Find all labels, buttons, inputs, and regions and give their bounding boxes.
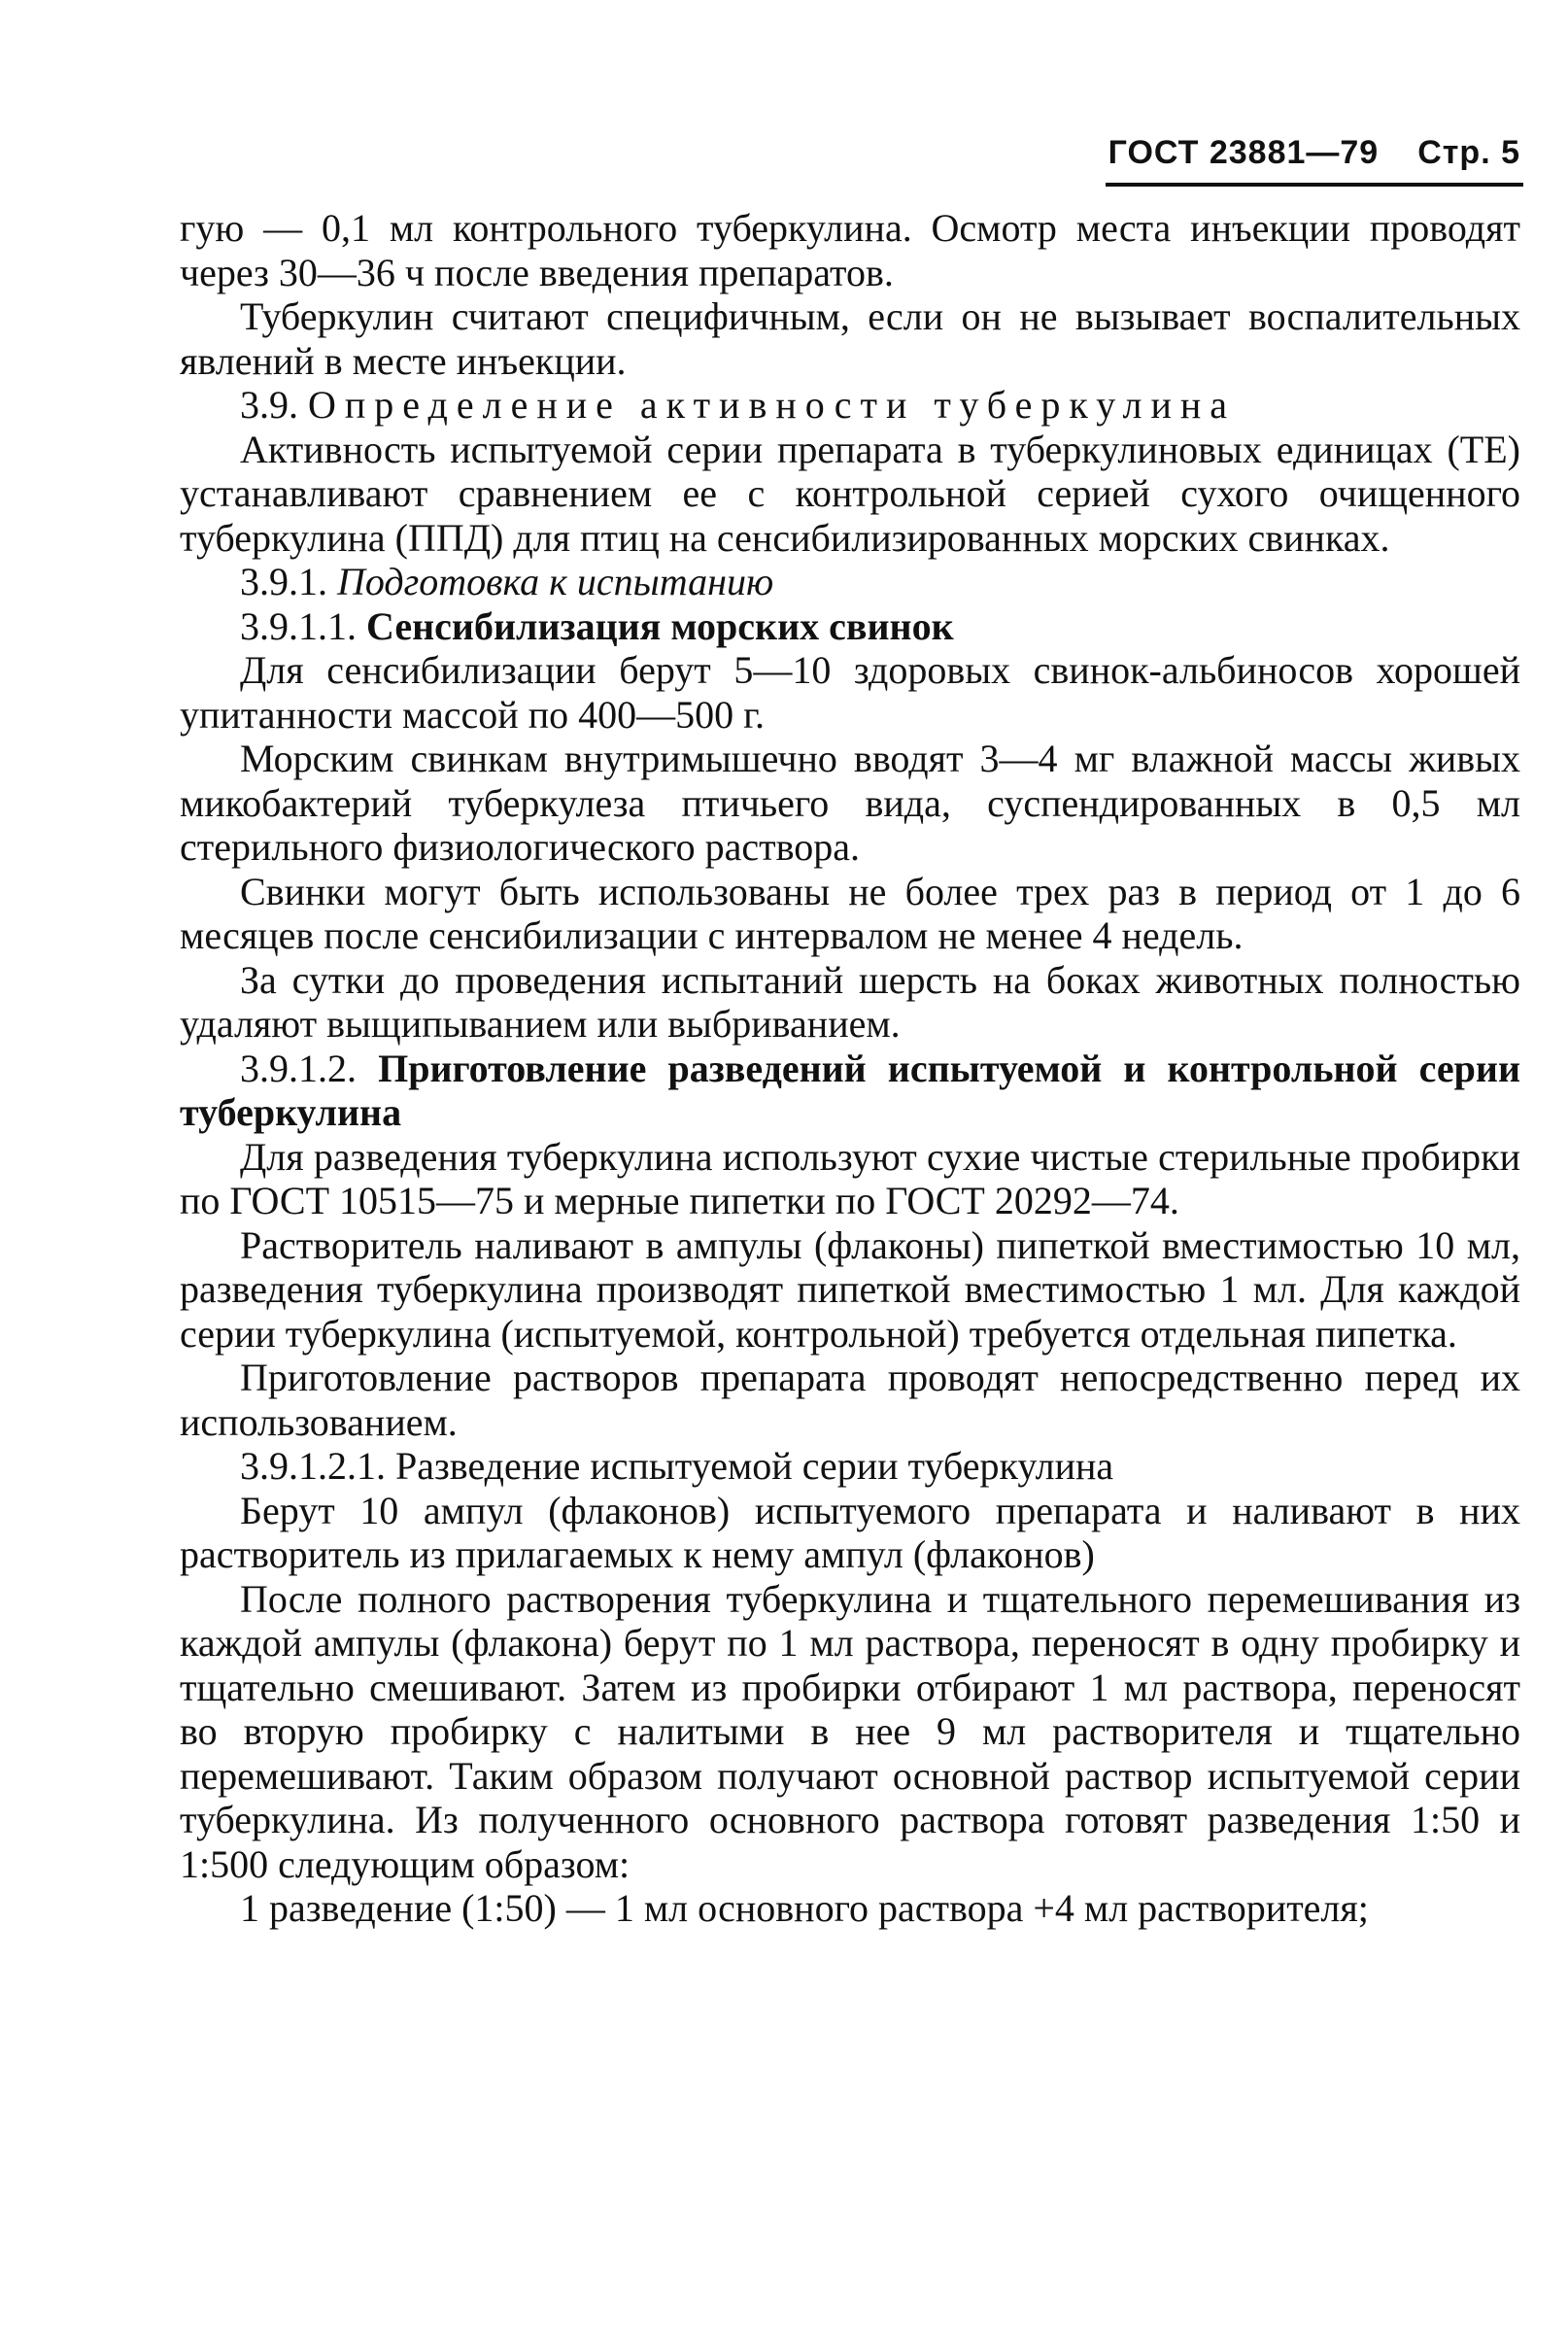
paragraph: Морским свинкам внутримышечно вводят 3—4 мг влажной массы живых микобактерий туберкулеза птичьего вида, суспендированных в 0,5 мл стерильного физиологического раствора.: [180, 737, 1520, 869]
subsection-heading-3-9-1: [180, 560, 1520, 604]
subsection-heading-3-9-1-1: [180, 604, 1520, 649]
section-number: 3.9.: [240, 383, 298, 427]
paragraph: За сутки до проведения испытаний шерсть на боках животных полностью удаляют выщипыванием или выбриванием.: [180, 957, 1520, 1046]
paragraph: 1 разведение (1:50) — 1 мл основного раствора +4 мл растворителя;: [240, 1886, 1369, 1930]
paragraph: Берут 10 ампул (флаконов) испытуемого препарата и наливают в них растворитель из прилагаемых к нему ампул (флаконов): [180, 1488, 1520, 1576]
header-rule: [1106, 183, 1523, 187]
paragraph: Приготовление растворов препарата проводят непосредственно перед их использованием.: [180, 1356, 1520, 1444]
section-title: Приготовление разведений испытуемой и контрольной серии туберкулина: [180, 1046, 1521, 1134]
section-title: Определение активности туберкулина: [308, 383, 1237, 427]
subsection-heading-3-9-1-2-1: 3.9.1.2.1. Разведение испытуемой серии туберкулина: [240, 1444, 1114, 1488]
page-header: [1069, 134, 1520, 172]
document-body: [180, 206, 1520, 1931]
standard-number: ГОСТ 23881—79: [1108, 134, 1380, 171]
section-number: 3.9.1.1.: [240, 603, 357, 648]
section-heading-3-9: [180, 383, 1520, 428]
section-number: 3.9.1.: [240, 560, 327, 603]
paragraph: После полного растворения туберкулина и тщательного перемешивания из каждой ампулы (флакона) берут по 1 мл раствора, переносят в одну пробирку и тщательно смешивают. Затем из пробирки отбирают 1 мл раствора, переносят во вторую пробирку с налитыми в нее 9 мл растворителя и тщательно перемешивают. Таким образом получают основной раствор испытуемой серии туберкулина. Из полученного основного раствора готовят разведения 1:50 и 1:500 следующим образом:: [180, 1576, 1520, 1886]
paragraph: гую — 0,1 мл контрольного туберкулина. Осмотр места инъекции проводят через 30—36 ч после введения препаратов.: [180, 206, 1520, 294]
section-title: Подготовка к испытанию: [337, 560, 774, 603]
section-number: 3.9.1.2.: [240, 1046, 357, 1090]
paragraph: Туберкулин считают специфичным, если он не вызывает воспалительных явлений в месте инъекции.: [180, 294, 1520, 383]
paragraph: Растворитель наливают в ампулы (флаконы) пипеткой вместимостью 10 мл, разведения туберкулина производят пипеткой вместимостью 1 мл. Для каждой серии туберкулина (испытуемой, контрольной) требуется отдельная пипетка.: [180, 1222, 1520, 1356]
paragraph: Активность испытуемой серии препарата в туберкулиновых единицах (ТЕ) устанавливают сравнением ее с контрольной серией сухого очищенного туберкулина (ППД) для птиц на сенсибилизированных морских свинках.: [180, 427, 1520, 560]
page-number: Стр. 5: [1417, 134, 1520, 171]
paragraph: Свинки могут быть использованы не более трех раз в период от 1 до 6 месяцев после сенсибилизации с интервалом не менее 4 недель.: [180, 869, 1520, 957]
paragraph: Для сенсибилизации берут 5—10 здоровых свинок-альбиносов хорошей упитанности массой по 400—500 г.: [180, 648, 1520, 737]
paragraph: Для разведения туберкулина используют сухие чистые стерильные пробирки по ГОСТ 10515—75 и мерные пипетки по ГОСТ 20292—74.: [180, 1134, 1520, 1222]
section-title: Сенсибилизация морских свинок: [366, 603, 954, 648]
subsection-heading-3-9-1-2: [180, 1047, 1520, 1135]
